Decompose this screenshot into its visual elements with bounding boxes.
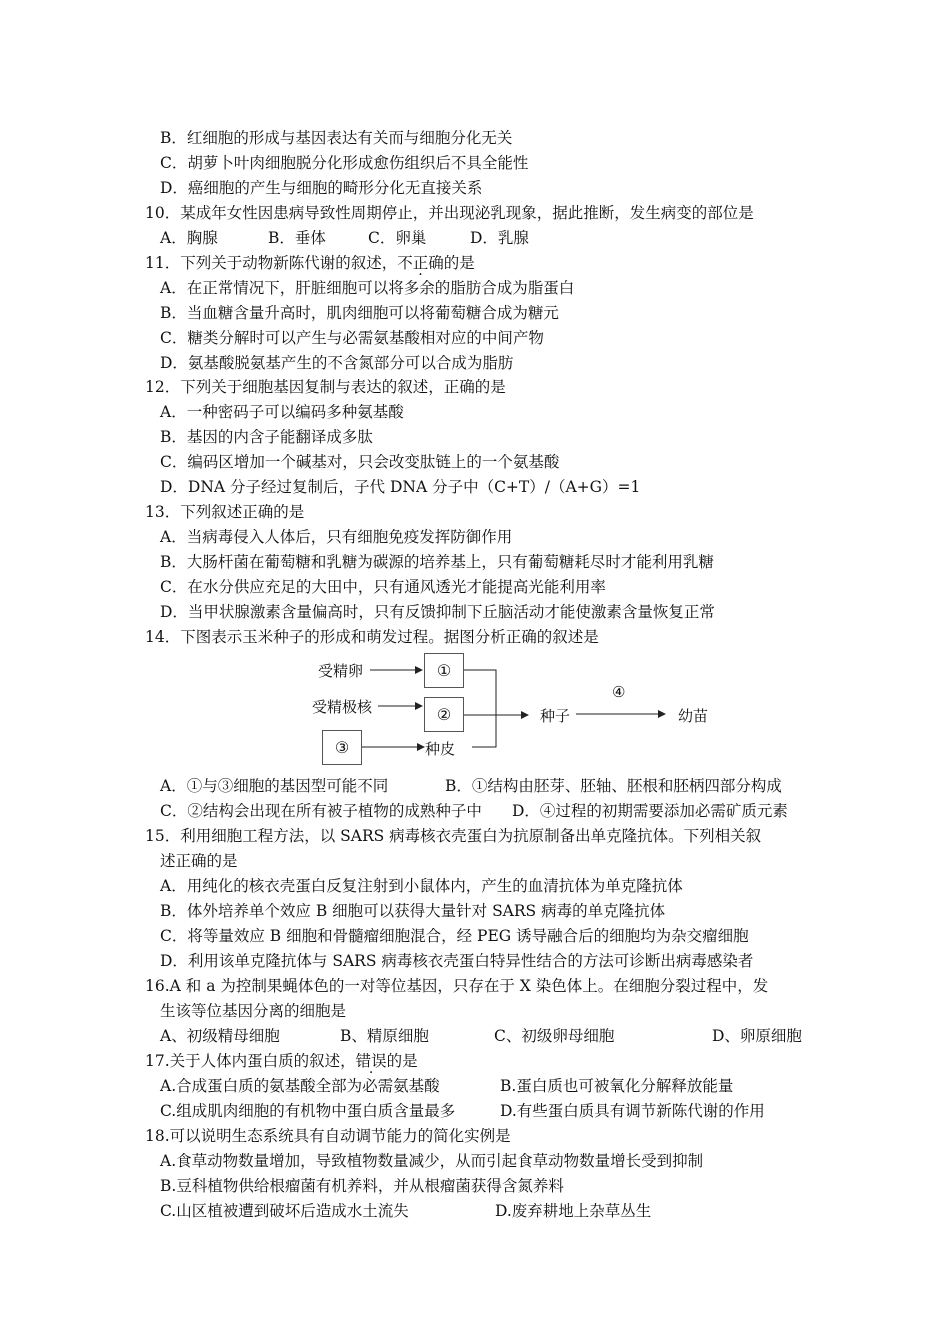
q12-option-a: A．一种密码子可以编码多种氨基酸 [160, 403, 404, 421]
q14-option-d: D．④过程的初期需要添加必需矿质元素 [512, 802, 788, 820]
q12-option-c: C．编码区增加一个碱基对，只会改变肽链上的一个氨基酸 [160, 453, 560, 471]
q9-option-c: C．胡萝卜叶肉细胞脱分化形成愈伤组织后不具全能性 [160, 154, 529, 172]
label-seedling: 幼苗 [678, 707, 709, 725]
q10-option-b: B．垂体 [268, 229, 326, 247]
q10-option-c: C．卵巢 [368, 229, 427, 247]
label-seed-coat: 种皮 [425, 740, 456, 758]
q18-option-b: B.豆科植物供给根瘤菌有机养料，并从根瘤菌获得含氮养料 [160, 1177, 564, 1195]
q13-option-b: B．大肠杆菌在葡萄糖和乳糖为碳源的培养基上，只有葡萄糖耗尽时才能利用乳糖 [160, 553, 714, 571]
label-fertilized-polar-nuclei: 受精极核 [312, 698, 373, 716]
q13-stem: 13．下列叙述正确的是 [145, 503, 305, 521]
q11-stem [145, 253, 475, 273]
diagram-box-2: ② [424, 697, 464, 732]
q16-stem-line2: 生该等位基因分离的细胞是 [160, 1002, 347, 1020]
label-fertilized-egg: 受精卵 [318, 662, 364, 680]
q13-option-c: C．在水分供应充足的大田中，只有通风透光才能提高光能利用率 [160, 578, 606, 596]
q17-stem [145, 1051, 418, 1071]
q16-option-a: A、初级精母细胞 [160, 1027, 280, 1045]
q15-option-a: A．用纯化的核衣壳蛋白反复注射到小鼠体内，产生的血清抗体为单克隆抗体 [160, 877, 683, 895]
q16-option-d: D、卵原细胞 [712, 1027, 802, 1045]
q11-stem-emphasis: 不正确 [397, 254, 444, 272]
q12-option-b: B．基因的内含子能翻译成多肽 [160, 428, 373, 446]
q18-option-d: D.废弃耕地上杂草丛生 [495, 1202, 652, 1220]
q15-stem-line2: 述正确的是 [160, 852, 238, 870]
q11-option-a: A．在正常情况下，肝脏细胞可以将多余的脂肪合成为脂蛋白 [160, 279, 575, 297]
q17-option-d: D.有些蛋白质具有调节新陈代谢的作用 [500, 1102, 765, 1120]
q14-option-a: A．①与③细胞的基因型可能不同 [160, 777, 389, 795]
q18-stem: 18.可以说明生态系统具有自动调节能力的简化实例是 [145, 1127, 511, 1145]
q14-option-c: C．②结构会出现在所有被子植物的成熟种子中 [160, 802, 482, 820]
label-seed: 种子 [540, 707, 571, 725]
q10-stem: 10．某成年女性因患病导致性周期停止，并出现泌乳现象，据此推断，发生病变的部位是 [145, 204, 754, 222]
seed-formation-diagram [300, 650, 750, 770]
q17-option-b: B.蛋白质也可被氧化分解释放能量 [500, 1077, 734, 1095]
diagram-box-3: ③ [322, 730, 362, 765]
q14-stem: 14．下图表示玉米种子的形成和萌发过程。据图分析正确的叙述是 [145, 628, 599, 646]
q9-option-b: B．红细胞的形成与基因表达有关而与细胞分化无关 [160, 129, 513, 147]
q17-stem-pre: 17.关于人体内蛋白质的叙述， [145, 1052, 356, 1070]
q9-option-d: D．癌细胞的产生与细胞的畸形分化无直接关系 [160, 179, 483, 197]
q12-stem: 12．下列关于细胞基因复制与表达的叙述，正确的是 [145, 378, 506, 396]
q11-option-b: B．当血糖含量升高时，肌肉细胞可以将葡萄糖合成为糖元 [160, 304, 559, 322]
q18-option-c: C.山区植被遭到破坏后造成水土流失 [160, 1202, 409, 1220]
q15-option-d: D．利用该单克隆抗体与 SARS 病毒核衣壳蛋白特异性结合的方法可诊断出病毒感染者 [160, 952, 754, 970]
q10-option-a: A．胸腺 [160, 229, 218, 247]
q12-option-d: D．DNA 分子经过复制后，子代 DNA 分子中（C+T）/（A+G）=1 [160, 478, 641, 496]
q15-option-b: B．体外培养单个效应 B 细胞可以获得大量针对 SARS 病毒的单克隆抗体 [160, 902, 666, 920]
q14-option-b: B．①结构由胚芽、胚轴、胚根和胚柄四部分构成 [445, 777, 782, 795]
q11-stem-pre: 11．下列关于动物新陈代谢的叙述， [145, 254, 398, 272]
q16-option-c: C、初级卵母细胞 [494, 1027, 615, 1045]
q10-option-d: D．乳腺 [470, 229, 529, 247]
q13-option-d: D．当甲状腺激素含量偏高时，只有反馈抑制下丘脑活动才能使激素含量恢复正常 [160, 603, 715, 621]
q11-stem-post: 的是 [443, 254, 475, 272]
q18-option-a: A.食草动物数量增加，导致植物数量减少，从而引起食草动物数量增长受到抑制 [160, 1152, 704, 1170]
q17-option-a: A.合成蛋白质的氨基酸全部为必需氨基酸 [160, 1077, 440, 1095]
diagram-box-1: ① [424, 653, 464, 688]
q16-option-b: B、精原细胞 [340, 1027, 429, 1045]
q11-option-c: C．糖类分解时可以产生与必需氨基酸相对应的中间产物 [160, 329, 544, 347]
q17-stem-emphasis: 错误 [355, 1052, 387, 1070]
q17-option-c: C.组成肌肉细胞的有机物中蛋白质含量最多 [160, 1102, 456, 1120]
q15-stem-line1: 15．利用细胞工程方法，以 SARS 病毒核衣壳蛋白为抗原制备出单克隆抗体。下列相关叙 [145, 827, 762, 845]
q15-option-c: C．将等量效应 B 细胞和骨髓瘤细胞混合，经 PEG 诱导融合后的细胞均为杂交瘤细胞 [160, 927, 749, 945]
q16-stem-line1: 16.A 和 a 为控制果蝇体色的一对等位基因，只存在于 X 染色体上。在细胞分裂过程中，发 [145, 977, 769, 995]
q13-option-a: A．当病毒侵入人体后，只有细胞免疫发挥防御作用 [160, 528, 513, 546]
q17-stem-post: 的是 [386, 1052, 418, 1070]
q11-option-d: D．氨基酸脱氨基产生的不含氮部分可以合成为脂肪 [160, 354, 514, 372]
label-step-4: ④ [612, 683, 626, 701]
